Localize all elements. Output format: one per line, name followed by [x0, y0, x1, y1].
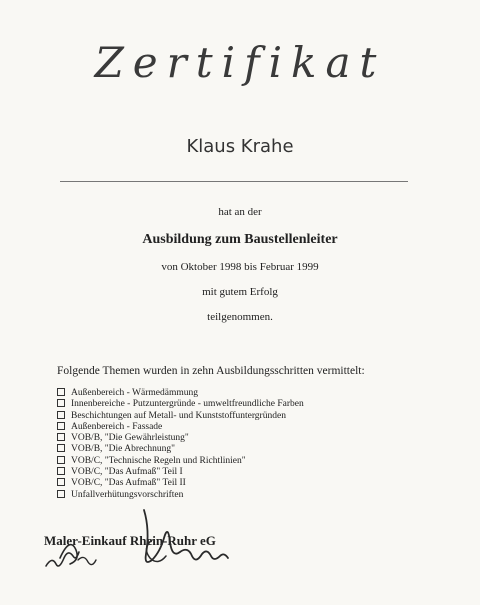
topic-item	[57, 456, 304, 467]
checkbox-icon	[57, 399, 65, 407]
checkbox-icon	[57, 422, 65, 430]
topic-item	[57, 444, 304, 455]
checkbox-icon	[57, 444, 65, 452]
checkbox-icon	[57, 411, 65, 419]
topic-label: Innenbereiche - Putzuntergründe - umweltfreundliche Farben	[71, 399, 304, 410]
topic-label: Unfallverhütungsvorschriften	[71, 489, 184, 500]
checkbox-icon	[57, 490, 65, 498]
topic-label: Außenbereich - Fassade	[71, 421, 163, 432]
topic-item	[57, 399, 304, 410]
checkbox-icon	[57, 456, 65, 464]
closing-text: teilgenommen.	[207, 311, 273, 323]
topic-item	[57, 433, 304, 444]
course-period: von Oktober 1998 bis Februar 1999	[161, 261, 319, 273]
divider	[60, 181, 408, 182]
recipient-name: Klaus Krahe	[186, 136, 294, 157]
topic-item	[57, 467, 304, 478]
topic-label: VOB/C, "Technische Regeln und Richtlinien"	[71, 455, 246, 466]
certificate-title: Zertifikat	[94, 38, 386, 87]
topic-label: VOB/C, "Das Aufmaß" Teil I	[71, 467, 183, 478]
topics-list	[57, 388, 304, 501]
topic-label: VOB/B, "Die Gewährleistung"	[71, 433, 189, 444]
issuer-name: Maler-Einkauf Rhein-Ruhr eG	[44, 533, 216, 548]
signature-icon	[40, 500, 280, 580]
result-text: mit gutem Erfolg	[202, 286, 278, 298]
topic-item	[57, 388, 304, 399]
topics-heading: Folgende Themen wurden in zehn Ausbildungsschritten vermittelt:	[57, 365, 365, 377]
topic-item	[57, 411, 304, 422]
topic-label: VOB/C, "Das Aufmaß" Teil II	[71, 478, 186, 489]
topic-label: Außenbereich - Wärmedämmung	[71, 388, 198, 398]
topic-item	[57, 422, 304, 433]
topic-item	[57, 478, 304, 489]
checkbox-icon	[57, 467, 65, 475]
checkbox-icon	[57, 478, 65, 486]
checkbox-icon	[57, 433, 65, 441]
course-name: Ausbildung zum Baustellenleiter	[142, 232, 338, 247]
intro-text: hat an der	[218, 206, 262, 218]
topic-label: VOB/B, "Die Abrechnung"	[71, 444, 176, 455]
checkbox-icon	[57, 388, 65, 396]
topic-label: Beschichtungen auf Metall- und Kunststoffuntergründen	[71, 410, 286, 421]
